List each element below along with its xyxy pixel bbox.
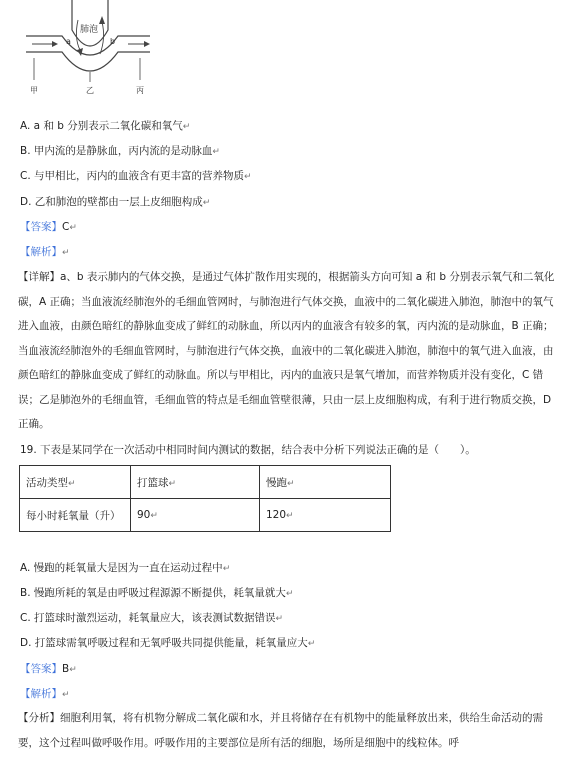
vessel-label-bing: 丙 [136,86,144,95]
table-row [20,499,391,532]
q19-option-b: B. 慢跑所耗的氧是由呼吸过程源源不断提供，耗氧量就大↵ [20,587,294,599]
detail-text: a、b 表示肺内的气体交换，是通过气体扩散作用实现的，根据箭头方向可知 a 和 b 分别表示氧气和二氧化碳，A 正确；当血液流经肺泡外的毛细血管网时，与肺泡进行气体交换，血液中的二氧化碳进入肺泡，肺泡中的氧气进入血液，由颜色暗红的静脉血变成了鲜红的动脉血，所以丙内的血液含有较多的氧，丙内流的是动脉血，B 正确；当血液流经肺泡外的毛细血管网时，与肺泡进行气体交换，血液中的二氧化碳进入肺泡，肺泡中的氧气进入血液，由颜色暗红的静脉血变成了鲜红的动脉血。所以与甲相比，丙内的血液只是氧气增加，而营养物质并没有变化，C 错误；乙是肺泡外的毛细血管，毛细血管的特点是毛细血管壁很薄，只由一层上皮细胞构成，有利于进行物质交换，D 正确。 [18,271,555,430]
vessel-label-jia: 甲 [30,86,38,95]
table-cell: 90↵ [131,499,260,532]
table-cell: 打篮球↵ [131,466,260,499]
answer-tag: 【答案】 [20,221,62,233]
gas-label-b: b [110,37,116,46]
alveolus-diagram [20,0,170,100]
q19-table [19,465,391,532]
q19-option-a: A. 慢跑的耗氧量大是因为一直在运动过程中↵ [20,562,231,574]
q19-option-c: C. 打篮球时激烈运动，耗氧量应大，该表测试数据错误↵ [20,612,284,624]
alveolus-label: 肺泡 [80,25,99,35]
table-cell: 每小时耗氧量（升） [20,499,131,532]
fenxi-tag: 【分析】 [18,712,60,724]
q18-detail [18,265,563,435]
gas-label-a: a [66,37,71,46]
q18-option-c: C. 与甲相比，丙内的血液含有更丰富的营养物质↵ [20,170,252,182]
vessel-label-yi: 乙 [86,86,94,95]
q18-option-a: A. a 和 b 分别表示二氧化碳和氧气↵ [20,120,191,132]
q19-option-d: D. 打篮球需氧呼吸过程和无氧呼吸共同提供能量，耗氧量应大↵ [20,637,316,649]
q19-fenxi [18,706,563,764]
table-cell: 慢跑↵ [260,466,391,499]
table-row [20,466,391,499]
q18-answer: 【答案】C↵ [20,221,77,233]
table-cell: 120↵ [260,499,391,532]
q18-analysis-tag: 【解析】↵ [20,246,70,258]
q19-stem: 19. 下表是某同学在一次活动中相同时间内测试的数据，结合表中分析下列说法正确的是（ ）。 [20,444,476,456]
q19-analysis-tag: 【解析】↵ [20,688,70,700]
detail-tag: 【详解】 [18,271,60,283]
q18-option-d: D. 乙和肺泡的壁都由一层上皮细胞构成↵ [20,196,211,208]
q18-option-b: B. 甲内流的是静脉血，丙内流的是动脉血↵ [20,145,220,157]
table-cell: 活动类型↵ [20,466,131,499]
fenxi-text: 细胞利用氧，将有机物分解成二氧化碳和水，并且将储存在有机物中的能量释放出来，供给生命活动的需要，这个过程叫做呼吸作用。呼吸作用的主要部位是所有活的细胞，场所是细胞中的线粒体。呼 [18,712,543,749]
q19-answer: 【答案】B↵ [20,663,77,675]
